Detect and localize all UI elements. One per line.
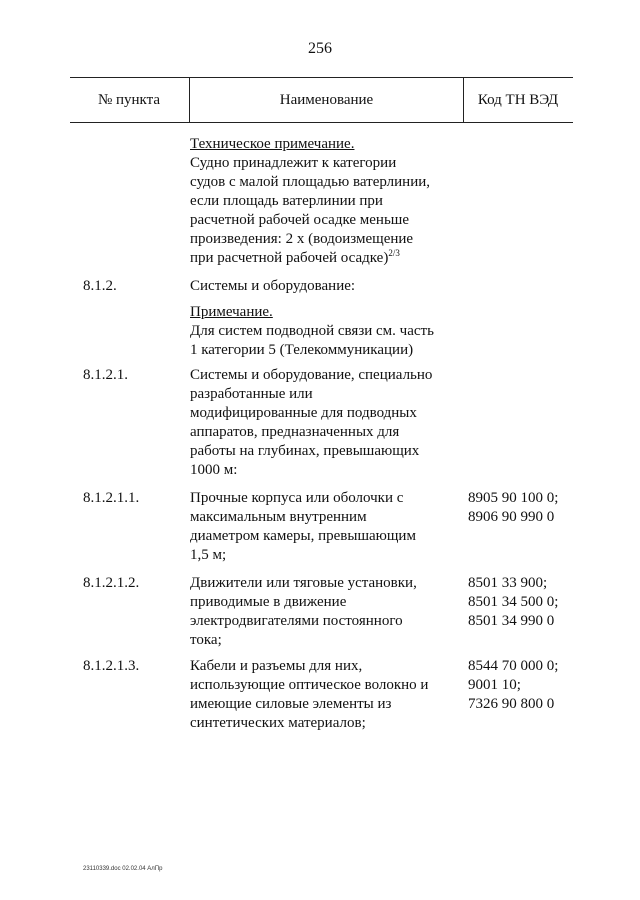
technical-note-text — [190, 135, 460, 268]
item-line: Прочные корпуса или оболочки с — [190, 490, 404, 506]
note-line: Для систем подводной связи см. часть — [190, 323, 434, 339]
item-code: 9001 10; — [468, 677, 521, 693]
technical-note-exponent: 2/3 — [388, 248, 400, 258]
technical-note-line: расчетной рабочей осадке меньше — [190, 212, 410, 228]
item-line: разработанные или — [190, 386, 313, 402]
item-codes — [468, 574, 608, 631]
item-code: 8501 34 990 0 — [468, 613, 555, 629]
item-line: 1,5 м; — [190, 547, 227, 563]
item-code: 8544 70 000 0; — [468, 658, 559, 674]
item-line: модифицированные для подводных — [190, 405, 417, 421]
item-number: 8.1.2.1. — [83, 367, 128, 383]
technical-note-last-line — [190, 249, 460, 268]
item-codes — [468, 657, 608, 714]
item-code: 8906 90 990 0 — [468, 509, 555, 525]
item-line: синтетических материалов; — [190, 715, 366, 731]
item-code: 7326 90 800 0 — [468, 696, 555, 712]
item-line: максимальным внутренним — [190, 509, 367, 525]
item-name — [190, 366, 460, 480]
item-line: Движители или тяговые установки, — [190, 575, 417, 591]
technical-note-line: Судно принадлежит к категории — [190, 155, 397, 171]
header-name: Наименование — [189, 78, 464, 122]
item-code: 8501 34 500 0; — [468, 594, 559, 610]
item-line: 1000 м: — [190, 462, 238, 478]
item-line: тока; — [190, 632, 222, 648]
item-name — [190, 657, 460, 733]
technical-note-title: Техническое примечание. — [190, 136, 355, 152]
page-number: 256 — [308, 40, 332, 57]
technical-note-line: судов с малой площадью ватерлинии, — [190, 174, 430, 190]
item-code: 8501 33 900; — [468, 575, 548, 591]
item-line: диаметром камеры, превышающим — [190, 528, 416, 544]
document-footer: 23110339.doc 02.02.04 АлПр — [83, 866, 163, 872]
header-item-number: № пункта — [97, 92, 161, 108]
item-line: работы на глубинах, превышающих — [190, 443, 420, 459]
item-number: 8.1.2.1.3. — [83, 658, 140, 674]
note-text — [190, 303, 460, 360]
note-title: Примечание. — [190, 304, 273, 320]
technical-note-last-text: при расчетной рабочей осадке) — [190, 250, 389, 266]
item-number: 8.1.2. — [83, 278, 117, 294]
technical-note-line: если площадь ватерлинии при — [190, 193, 383, 209]
item-line: приводимые в движение — [190, 594, 347, 610]
item-line: использующие оптическое волокно и — [190, 677, 429, 693]
item-number: 8.1.2.1.2. — [83, 575, 140, 591]
item-name — [190, 489, 460, 565]
table-header — [70, 77, 573, 123]
item-line: Системы и оборудование: — [190, 278, 356, 294]
item-name — [190, 574, 460, 650]
item-line: электродвигателями постоянного — [190, 613, 403, 629]
item-line: имеющие силовые элементы из — [190, 696, 392, 712]
item-codes — [468, 489, 608, 527]
note-line: 1 категории 5 (Телекоммуникации) — [190, 342, 414, 358]
item-code: 8905 90 100 0; — [468, 490, 559, 506]
item-name — [190, 277, 460, 296]
header-code: Код ТН ВЭД — [477, 92, 559, 108]
item-line: Кабели и разъемы для них, — [190, 658, 363, 674]
technical-note-line: произведения: 2 х (водоизмещение — [190, 231, 414, 247]
item-line: аппаратов, предназначенных для — [190, 424, 400, 440]
item-line: Системы и оборудование, специально — [190, 367, 433, 383]
item-number: 8.1.2.1.1. — [83, 490, 140, 506]
